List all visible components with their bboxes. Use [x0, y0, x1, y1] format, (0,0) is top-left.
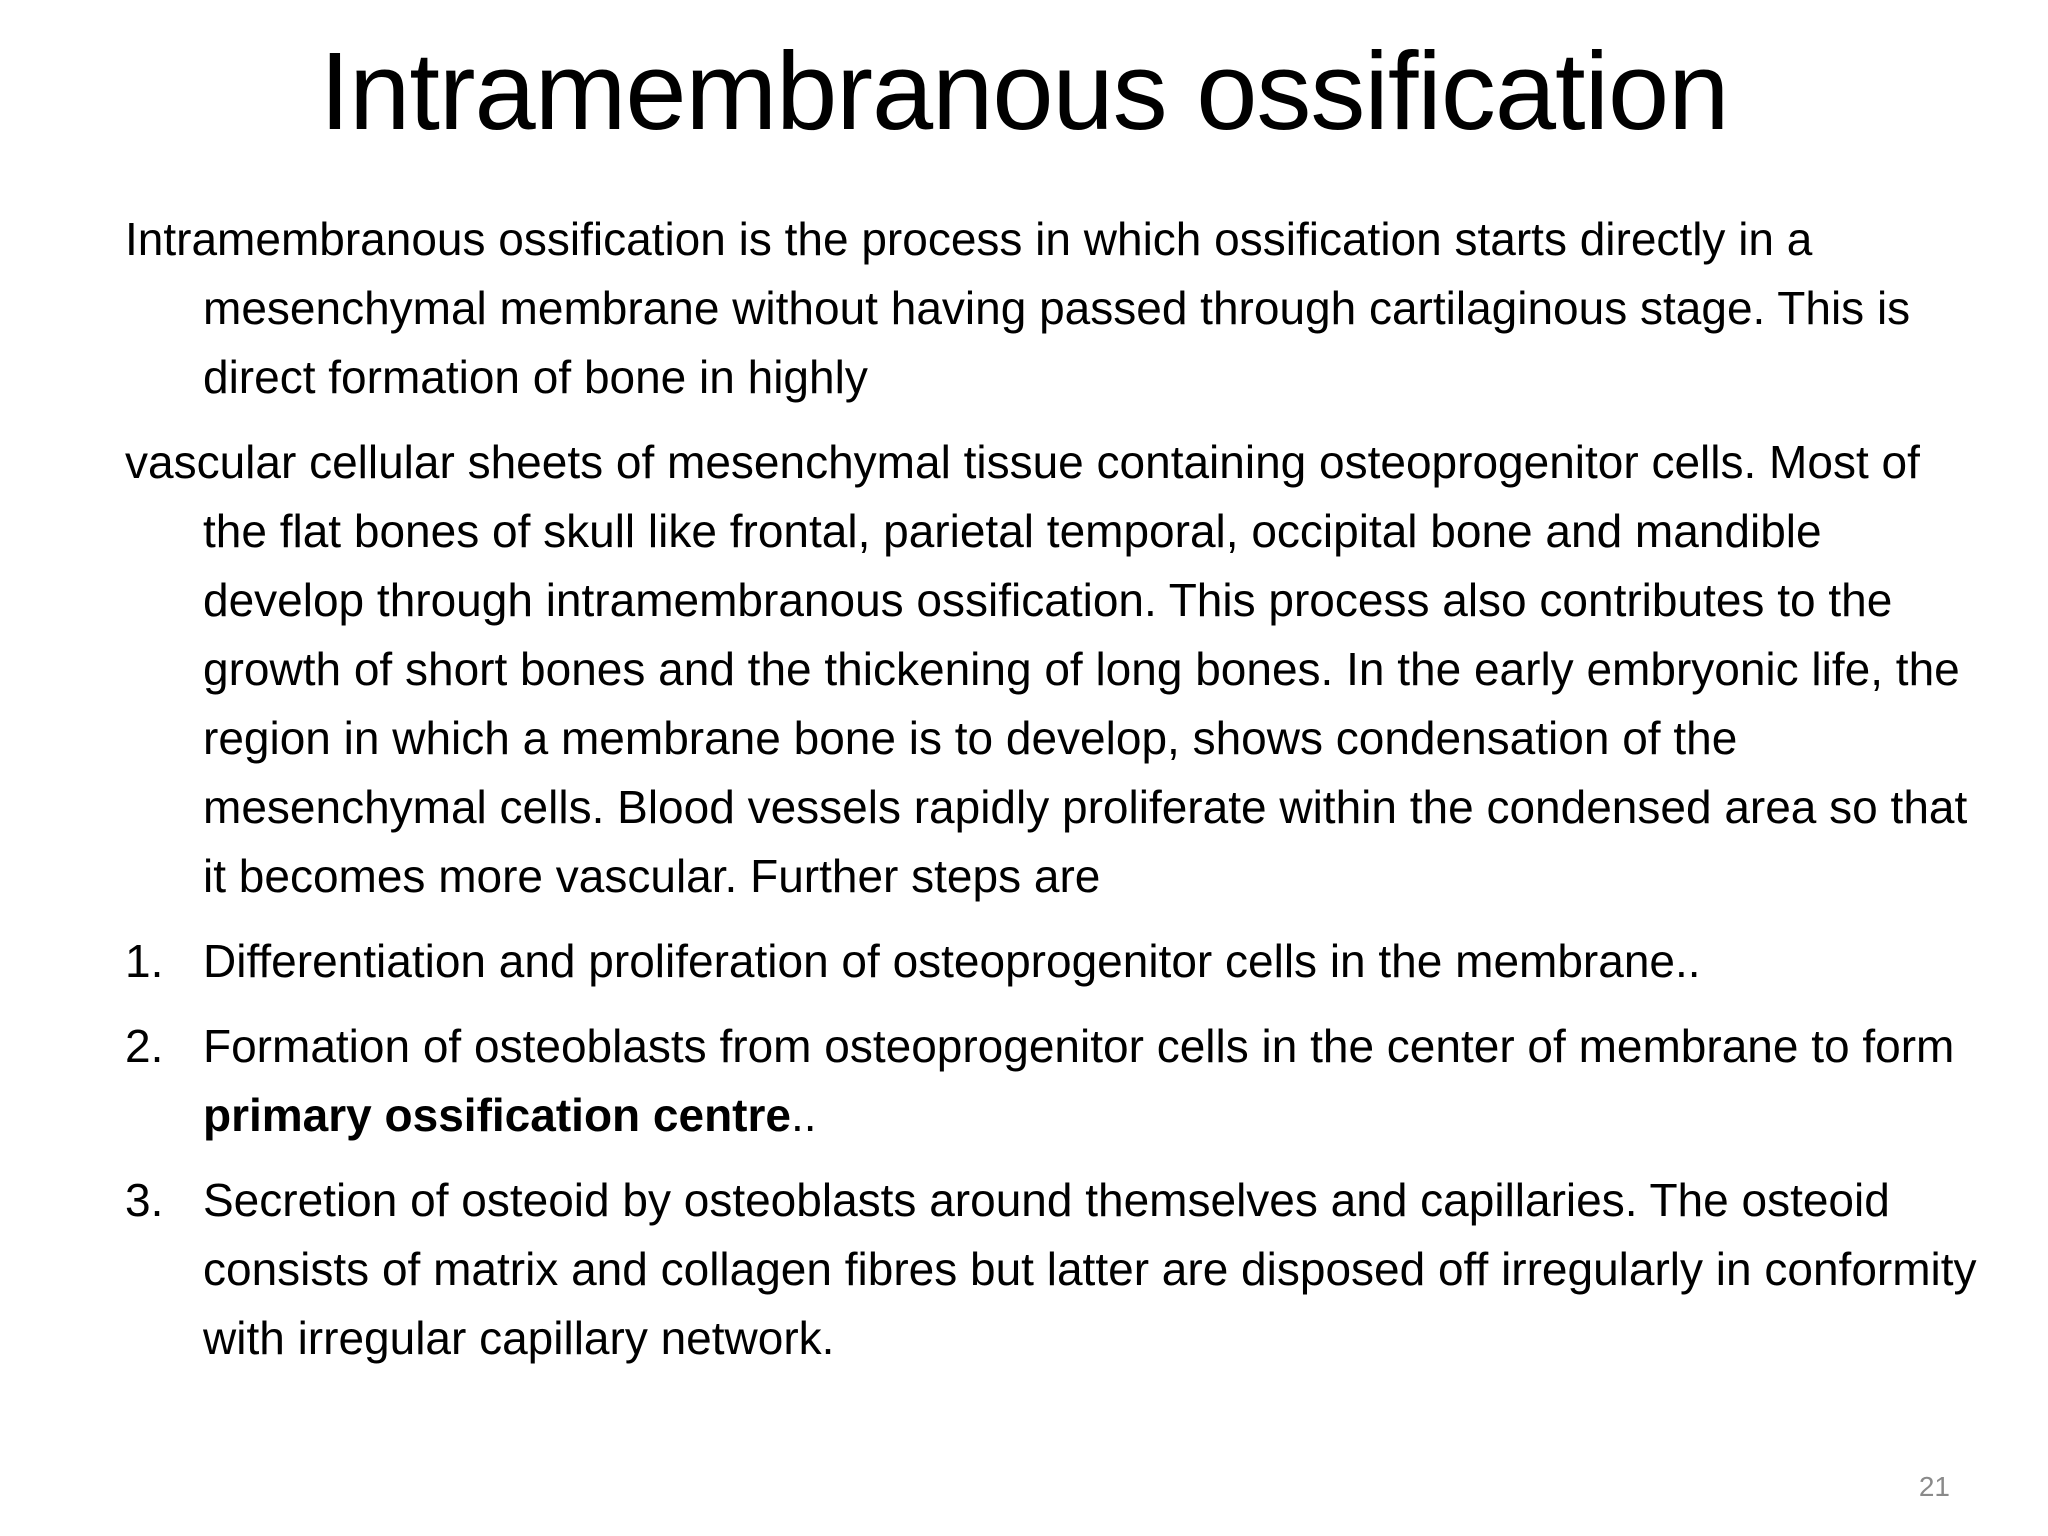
body-paragraph-2: vascular cellular sheets of mesenchymal tissue containing osteoprogenitor cells. Most of the flat bones of skull like frontal, parietal temporal, occipital bone and mandible develop through intramembranous ossification. This process also contributes to the growth of short bones and the thickening of long bones. In the early embryonic life, the region in which a membrane bone is to develop, shows condensation of the mesenchymal cells. Blood vessels rapidly proliferate within the condensed area so that it becomes more vascular. Further steps are [125, 436, 1968, 902]
step-number: 1. [125, 935, 164, 987]
step-item-1 [125, 927, 1995, 996]
step-item-2 [125, 1012, 1995, 1150]
body-paragraph-1: Intramembranous ossification is the process in which ossification starts directly in a mesenchymal membrane without having passed through cartilaginous stage. This is direct formation of bone in highly [125, 213, 1911, 403]
slide-body [125, 205, 1995, 1389]
step-number: 3. [125, 1174, 164, 1226]
step-text-end: .. [790, 1089, 817, 1141]
slide-title: Intramembranous ossification [319, 30, 1729, 153]
step-text: Secretion of osteoid by osteoblasts around themselves and capillaries. The osteoid consists of matrix and collagen fibres but latter are disposed off irregularly in conformity with irregular capillary network. [203, 1174, 1977, 1364]
step-text: Differentiation and proliferation of osteoprogenitor cells in the membrane.. [203, 935, 1701, 987]
step-item-3 [125, 1166, 1995, 1373]
step-number: 2. [125, 1020, 164, 1072]
steps-list [125, 927, 1995, 1373]
step-text: Formation of osteoblasts from osteoprogenitor cells in the center of membrane to form [203, 1020, 1955, 1072]
page-number: 21 [1918, 1471, 1950, 1502]
step-text-emphasis: primary ossification centre [203, 1089, 791, 1141]
